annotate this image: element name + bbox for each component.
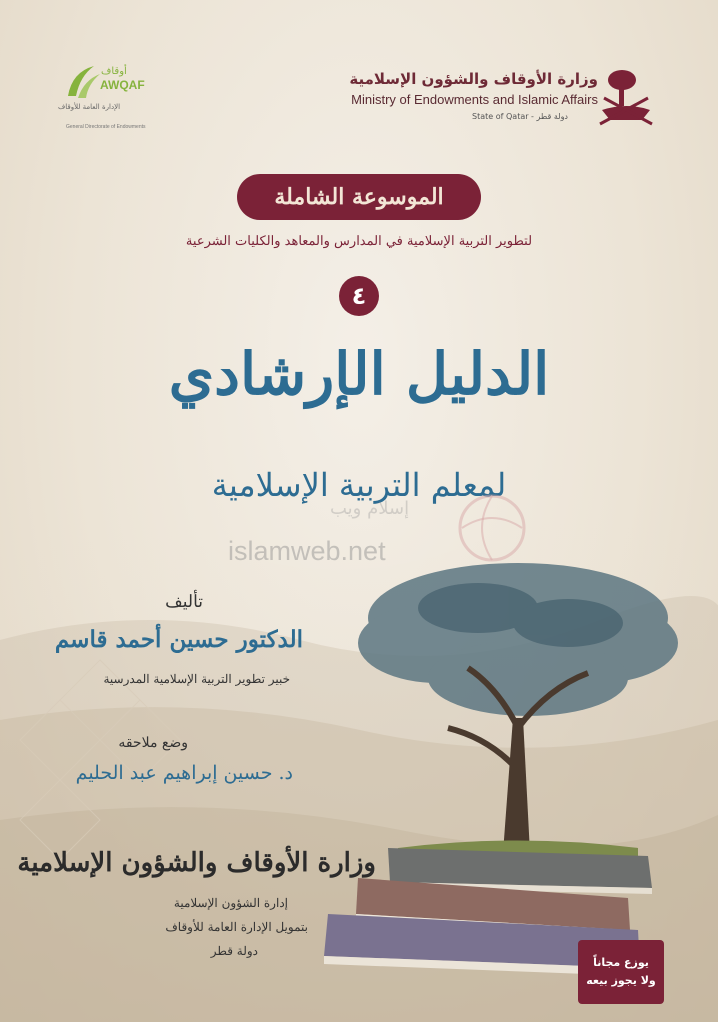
- awqaf-subtitle-ar: الإدارة العامة للأوقاف: [58, 103, 121, 111]
- author-description: خبير تطوير التربية الإسلامية المدرسية: [103, 672, 290, 686]
- appendix-label: وضع ملاحقه: [118, 735, 188, 751]
- publisher-name: وزارة الأوقاف والشؤون الإسلامية: [17, 848, 376, 878]
- ministry-name-ar: وزارة الأوقاف والشؤون الإسلامية: [349, 70, 598, 88]
- badge-line-1: يوزع مجاناً: [593, 956, 649, 969]
- appendix-author-name: د. حسين إبراهيم عبد الحليم: [75, 762, 293, 784]
- book-title: الدليل الإرشادي: [168, 340, 550, 408]
- awqaf-subtitle-en: General Directorate of Endowments: [66, 124, 146, 130]
- series-subtitle: لتطوير التربية الإسلامية في المدارس والمعاهد والكليات الشرعية: [185, 234, 533, 249]
- state-label: State of Qatar - دولة قطر: [472, 112, 568, 121]
- awqaf-logo-icon: [62, 62, 102, 102]
- badge-line-2: ولا يجوز بيعه: [586, 974, 656, 987]
- ministry-emblem-icon: [592, 58, 662, 138]
- author-name: الدكتور حسين أحمد قاسم: [54, 626, 303, 653]
- series-name: الموسوعة الشاملة: [237, 174, 481, 220]
- watermark-ar: إسلام ويب: [330, 498, 410, 519]
- author-label: تأليف: [165, 592, 203, 612]
- volume-number: ٤: [339, 276, 379, 316]
- watermark: islamweb.net: [228, 536, 386, 566]
- publisher-line-3: دولة قطر: [210, 944, 258, 958]
- tree-on-books-illustration: [318, 548, 708, 988]
- publisher-line-2: بتمويل الإدارة العامة للأوقاف: [165, 920, 308, 934]
- free-distribution-badge: [578, 940, 664, 1004]
- awqaf-label: AWQAF: [100, 78, 145, 92]
- publisher-line-1: إدارة الشؤون الإسلامية: [173, 896, 288, 910]
- awqaf-label-ar: أوقاف: [101, 66, 127, 77]
- ministry-name-en: Ministry of Endowments and Islamic Affairs: [351, 92, 598, 107]
- book-subtitle: لمعلم التربية الإسلامية: [211, 466, 507, 504]
